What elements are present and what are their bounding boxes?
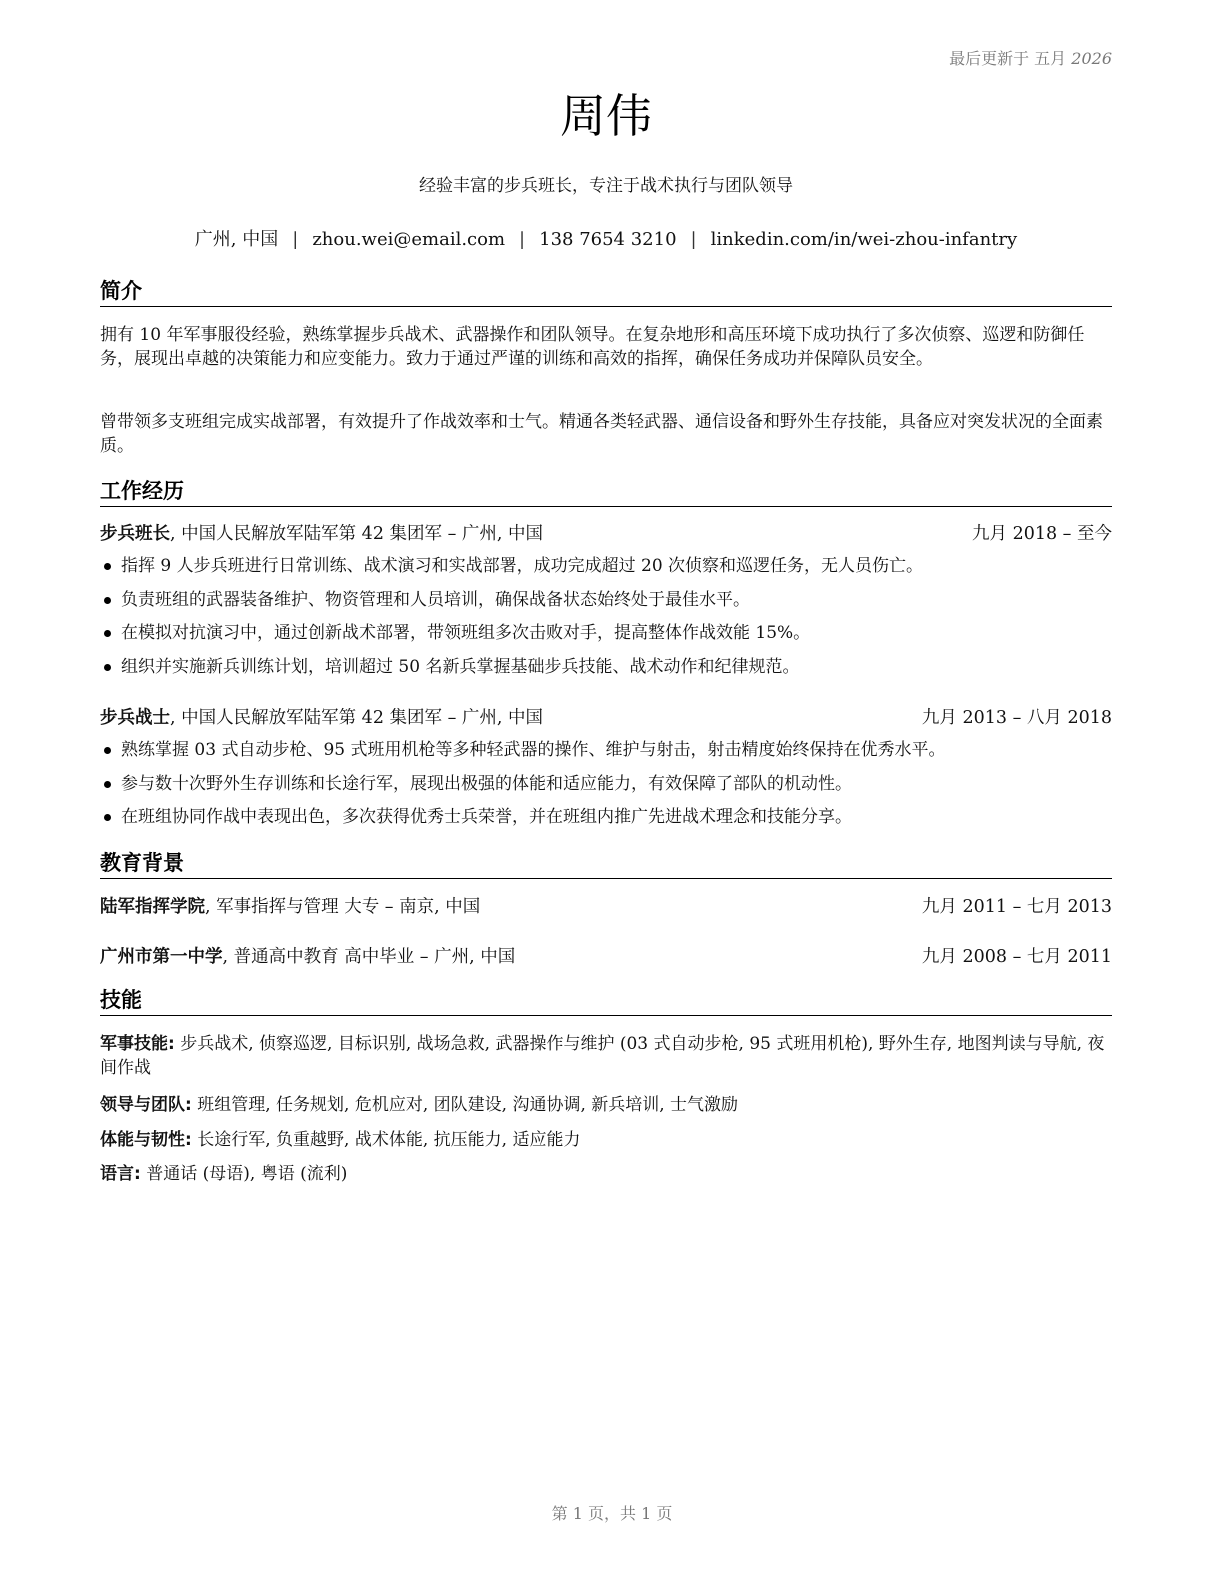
- education-dates: 九月 2011 – 七月 2013: [921, 897, 1112, 917]
- summary-paragraph: 曾带领多支班组完成实战部署，有效提升了作战效率和士气。精通各类轻武器、通信设备和野外生存技能，具备应对突发状况的全面素质。: [100, 412, 1103, 456]
- skill-label: 语言:: [100, 1164, 141, 1184]
- job-bullet: 在班组协同作战中表现出色，多次获得优秀士兵荣誉，并在班组内推广先进战术理念和技能分享。: [100, 805, 1112, 839]
- job-dates: 九月 2013 – 八月 2018: [921, 708, 1112, 728]
- last-updated-label: 最后更新于 五月: [949, 49, 1067, 68]
- job-details: , 中国人民解放军陆军第 42 集团军 – 广州, 中国: [170, 708, 544, 728]
- contact-separator: |: [690, 229, 697, 250]
- section-title-experience: 工作经历: [100, 477, 1112, 507]
- skill-label: 军事技能:: [100, 1034, 175, 1054]
- section-title-education: 教育背景: [100, 849, 1112, 879]
- skill-value: 普通话 (母语), 粤语 (流利): [140, 1164, 348, 1184]
- job-bullet: 熟练掌握 03 式自动步枪、95 式班用机枪等多种轻武器的操作、维护与射击，射击精度始终保持在优秀水平。: [100, 738, 1112, 772]
- skill-line: [100, 1128, 1112, 1152]
- job-bullet: 在模拟对抗演习中，通过创新战术部署，带领班组多次击败对手，提高整体作战效能 15%。: [100, 621, 1112, 655]
- job-bullet: 负责班组的武器装备维护、物资管理和人员培训，确保战备状态始终处于最佳水平。: [100, 588, 1112, 622]
- education-item: [100, 945, 1112, 969]
- contact-email[interactable]: zhou.wei@email.com: [312, 229, 506, 250]
- skill-value: 长途行军, 负重越野, 战术体能, 抗压能力, 适应能力: [191, 1130, 581, 1150]
- job-dates: 九月 2018 – 至今: [972, 524, 1112, 544]
- last-updated-year: 2026: [1071, 49, 1112, 68]
- skill-value: 班组管理, 任务规划, 危机应对, 团队建设, 沟通协调, 新兵培训, 士气激励: [191, 1095, 739, 1115]
- job-bullet: 指挥 9 人步兵班进行日常训练、战术演习和实战部署，成功完成超过 20 次侦察和巡逻任务，无人员伤亡。: [100, 554, 1112, 588]
- job-bullets: [100, 554, 1112, 688]
- section-title-summary: 简介: [100, 277, 1112, 307]
- headline: 经验丰富的步兵班长，专注于战术执行与团队领导: [419, 176, 793, 196]
- skill-line: [100, 1162, 1112, 1186]
- job-header: [100, 706, 1112, 730]
- contact-separator: |: [519, 229, 526, 250]
- education-dates: 九月 2008 – 七月 2011: [921, 947, 1112, 967]
- education-school: 广州市第一中学: [100, 947, 223, 967]
- contact-phone: 138 7654 3210: [539, 229, 677, 250]
- job-details: , 中国人民解放军陆军第 42 集团军 – 广州, 中国: [170, 524, 544, 544]
- skill-label: 体能与韧性:: [100, 1130, 192, 1150]
- contact-linkedin[interactable]: linkedin.com/in/wei-zhou-infantry: [710, 229, 1018, 250]
- contact-line: [100, 225, 1112, 251]
- job-role: 步兵班长: [100, 524, 170, 544]
- contact-location: 广州, 中国: [194, 229, 279, 250]
- education-details: , 军事指挥与管理 大专 – 南京, 中国: [205, 897, 481, 917]
- skill-label: 领导与团队:: [100, 1095, 192, 1115]
- skill-line: [100, 1093, 1112, 1117]
- contact-separator: |: [292, 229, 299, 250]
- job-bullet: 组织并实施新兵训练计划，培训超过 50 名新兵掌握基础步兵技能、战术动作和纪律规范。: [100, 655, 1112, 689]
- page-number: 第 1 页，共 1 页: [551, 1504, 673, 1523]
- candidate-name: 周伟: [560, 89, 652, 143]
- job-header: [100, 522, 1112, 546]
- last-updated: [949, 46, 1112, 69]
- education-item: [100, 895, 1112, 919]
- summary-paragraph: 拥有 10 年军事服役经验，熟练掌握步兵战术、武器操作和团队领导。在复杂地形和高压环境下成功执行了多次侦察、巡逻和防御任务，展现出卓越的决策能力和应变能力。致力于通过严谨的训练和高效的指挥，确保任务成功并保障队员安全。: [100, 325, 1085, 369]
- education-school: 陆军指挥学院: [100, 897, 205, 917]
- skill-line: [100, 1032, 1112, 1080]
- section-title-skills: 技能: [100, 986, 1112, 1016]
- job-bullets: [100, 738, 1112, 839]
- skill-value: 步兵战术, 侦察巡逻, 目标识别, 战场急救, 武器操作与维护 (03 式自动步枪, 95 式班用机枪), 野外生存, 地图判读与导航, 夜间作战: [100, 1034, 1105, 1078]
- job-bullet: 参与数十次野外生存训练和长途行军，展现出极强的体能和适应能力，有效保障了部队的机动性。: [100, 772, 1112, 806]
- education-details: , 普通高中教育 高中毕业 – 广州, 中国: [222, 947, 516, 967]
- job-role: 步兵战士: [100, 708, 170, 728]
